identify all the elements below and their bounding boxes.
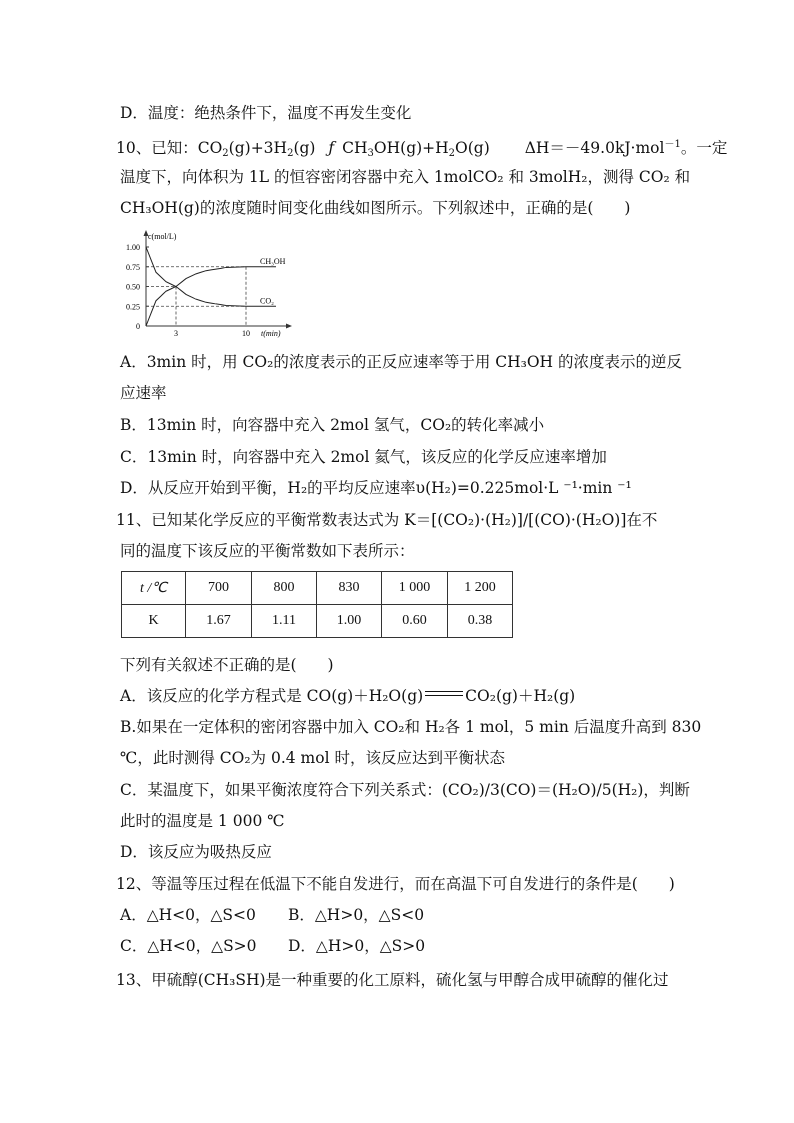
table-cell: 800	[252, 572, 317, 605]
q10-option-a-line1: A．3min 时，用 CO₂的浓度表示的正反应速率等于用 CH₃OH 的浓度表示的逆反	[120, 353, 682, 371]
q11-option-a-left: A．该反应的化学方程式是 CO(g)＋H₂O(g)	[120, 687, 424, 705]
x-axis-arrow-icon	[286, 324, 292, 329]
table-cell: 700	[186, 572, 252, 605]
q12-option-d: D．△H>0，△S>0	[288, 937, 426, 955]
table-cell: 1 000	[382, 572, 448, 605]
y-tick-label: 0.50	[126, 282, 140, 292]
q10-stem-line2: 温度下，向体积为 1L 的恒容密闭容器中充入 1molCO₂ 和 3molH₂，测得 CO₂ 和	[120, 168, 691, 186]
q10-option-c: C．13min 时，向容器中充入 2mol 氦气，该反应的化学反应速率增加	[120, 448, 607, 466]
q10-stem-part: (g)+3H	[228, 139, 288, 157]
q10-stem-line1: 10、已知：$CO_2(g)+3H_2(g)$ ƒ $CH_3OH(g)+H_2O(g)$ ΔH＝－49.0kJ·mol$^{-1}$。一定	[116, 139, 728, 159]
q12-option-a: A．△H<0，△S<0	[120, 906, 256, 924]
y-tick-label: 1.00	[126, 243, 140, 252]
q10-stem-part: OH(g)+H	[373, 139, 449, 157]
q12-options-row1	[120, 905, 424, 925]
q11-stem-line2: 同的温度下该反应的平衡常数如下表所示：	[120, 542, 415, 560]
series-line-co2	[146, 247, 276, 306]
q12-option-c: C．△H<0，△S>0	[120, 937, 257, 955]
equilibrium-arrow-icon	[425, 689, 463, 699]
series-label: CH₃OH	[260, 256, 286, 266]
q11-option-a-right: CO₂(g)＋H₂(g)	[465, 687, 576, 705]
table-header-cell: K	[122, 605, 186, 638]
q10-option-a-line2: 应速率	[120, 384, 167, 402]
y-tick-label: 0.75	[126, 262, 140, 272]
q11-stem-line1: 11、已知某化学反应的平衡常数表达式为 K＝[(CO₂)·(H₂)]/[(CO)·(H₂O)]在不	[116, 511, 658, 529]
table-row	[122, 605, 513, 638]
q10-enthalpy-exp: －1	[664, 139, 681, 150]
concentration-time-chart	[118, 228, 300, 340]
table-cell: 1.11	[252, 605, 317, 638]
x-tick-label: 3	[174, 329, 178, 338]
table-cell: 830	[317, 572, 382, 605]
q10-option-d: D．从反应开始到平衡，H₂的平均反应速率υ(H₂)=0.225mol·L ⁻¹·min ⁻¹	[120, 479, 632, 497]
q12-option-b: B．△H>0，△S<0	[288, 906, 425, 924]
q11-option-b-line2: ℃，此时测得 CO₂为 0.4 mol 时，该反应达到平衡状态	[120, 749, 505, 767]
y-axis-label: c(mol/L)	[148, 232, 177, 241]
table-cell: 0.38	[448, 605, 513, 638]
table-row	[122, 572, 513, 605]
table-cell: 0.60	[382, 605, 448, 638]
equilibrium-symbol: ƒ	[328, 139, 335, 157]
series-label: CO₂	[260, 296, 274, 306]
q10-stem-part: O(g)	[455, 139, 490, 157]
q11-option-d: D．该反应为吸热反应	[120, 843, 272, 861]
table-cell: 1 200	[448, 572, 513, 605]
table-cell: 1.00	[317, 605, 382, 638]
table-header-cell: t /℃	[122, 572, 186, 605]
q11-option-c-line1: C．某温度下，如果平衡浓度符合下列关系式：(CO₂)/3(CO)＝(H₂O)/5(H₂)，判断	[120, 781, 690, 799]
x-axis-label: t(min)	[261, 329, 281, 338]
q11-option-c-line2: 此时的温度是 1 000 ℃	[120, 812, 285, 830]
q11-option-a	[120, 686, 575, 706]
q11-prompt: 下列有关叙述不正确的是( )	[120, 656, 334, 674]
q9-option-d: D．温度：绝热条件下，温度不再发生变化	[120, 104, 412, 122]
q10-enthalpy: ΔH＝－49.0kJ·mol	[524, 139, 665, 157]
q10-stem-part: 10、已知：CO	[116, 139, 223, 157]
q10-stem-part: 。一定	[680, 139, 728, 157]
equilibrium-constant-table	[121, 571, 513, 638]
q10-stem-part: CH	[342, 139, 368, 157]
q10-stem-part: (g)	[293, 139, 316, 157]
q12-options-row2	[120, 936, 425, 956]
y-tick-label: 0.25	[126, 302, 140, 312]
x-tick-label: 10	[242, 329, 250, 338]
q10-stem-line3: CH₃OH(g)的浓度随时间变化曲线如图所示。下列叙述中，正确的是( )	[120, 199, 631, 217]
q11-option-b-line1: B.如果在一定体积的密闭容器中加入 CO₂和 H₂各 1 mol，5 min 后温度升高到 830	[120, 718, 702, 736]
q10-option-b: B．13min 时，向容器中充入 2mol 氢气，CO₂的转化率减小	[120, 416, 545, 434]
table-cell: 1.67	[186, 605, 252, 638]
q13-stem: 13、甲硫醇(CH₃SH)是一种重要的化工原料，硫化氢与甲醇合成甲硫醇的催化过	[116, 971, 669, 989]
q12-stem: 12、等温等压过程在低温下不能自发进行，而在高温下可自发进行的条件是( )	[116, 875, 675, 893]
y-tick-label: 0	[136, 322, 140, 331]
series-line-ch3oh	[146, 267, 276, 326]
